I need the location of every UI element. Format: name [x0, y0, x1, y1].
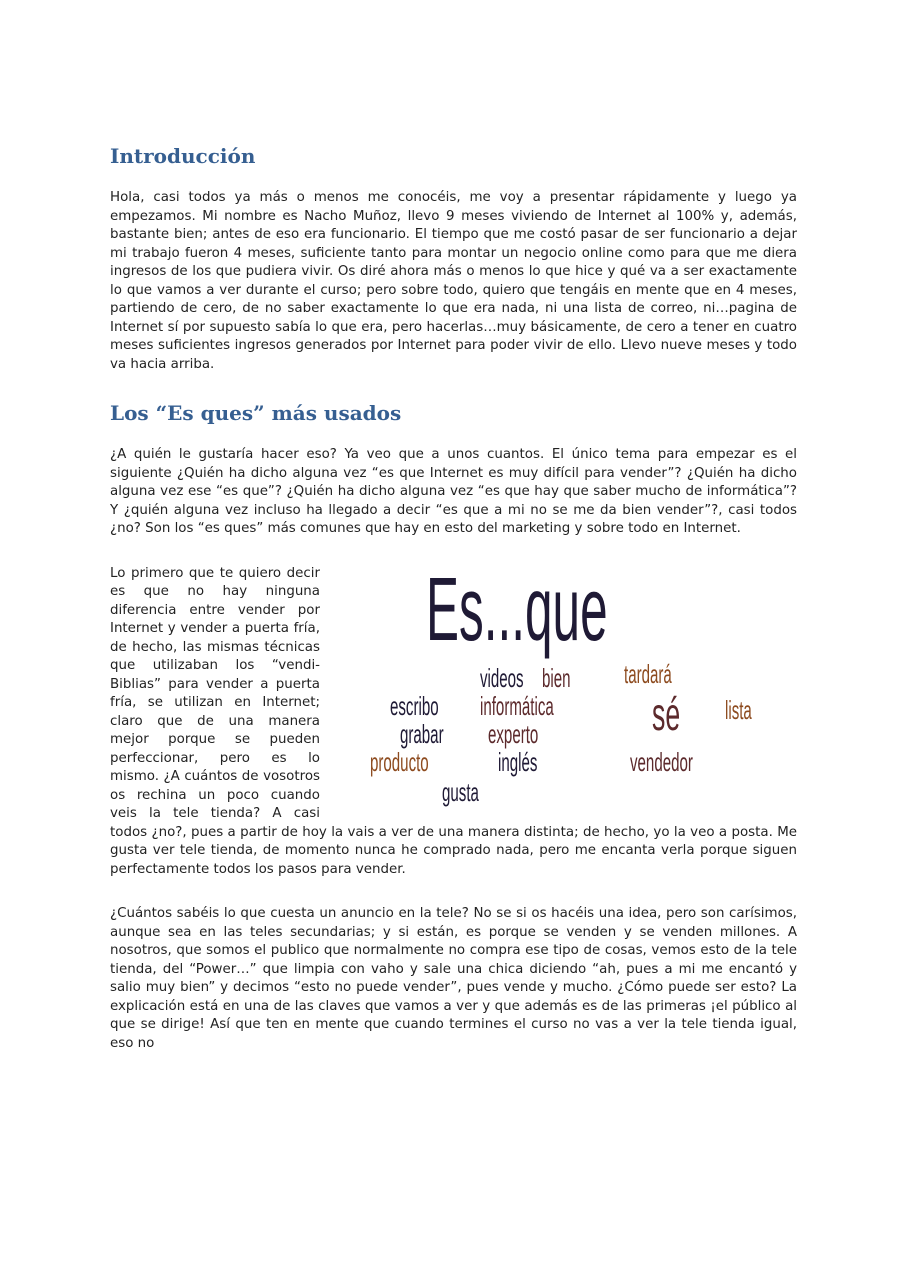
paragraph-float-text: Lo primero que te quiero decir es que no hay ninguna diferencia entre vender por Internet y vender a puerta fría, de hecho, las mismas técnicas que utilizaban los “vendi-Biblias” para vender a puerta fría, se utilizan en Internet; claro que de una manera mejor porque se pueden perfeccionar, pero es lo mismo. ¿A cuántos de vosotros os rechina un poco cuando veis la tele tienda? A casi todos ¿no?, pues a partir de hoy la vais a ver de una manera distinta; de hecho, yo la veo a posta. Me gusta ver tele tienda, de momento nunca he comprado nada, pero me encanta verla porque siguen perfectamente todos los pasos para vender. [110, 565, 797, 877]
cloud-word: vendedor [630, 746, 693, 777]
cloud-word: inglés [498, 746, 538, 777]
cloud-word: gusta [442, 776, 479, 807]
cloud-word: lista [725, 694, 752, 725]
float-section [110, 565, 797, 880]
document-page [110, 0, 797, 1053]
cloud-title: Es...que [426, 564, 608, 660]
paragraph-es-ques: ¿A quién le gustaría hacer eso? Ya veo que a unos cuantos. El único tema para empezar es el siguiente ¿Quién ha dicho alguna vez “es que Internet es muy difícil para vender”? ¿Quién ha dicho alguna vez ese “es que”? ¿Quién ha dicho alguna vez “es que hay que saber mucho de informática”? Y ¿quién alguna vez incluso ha llegado a decir “es que a mi no se me da bien vender”?, casi todos ¿no? Son los “es ques” más comunes que hay en esto del marketing y sobre todo en Internet. [110, 447, 797, 536]
cloud-word: videos [480, 662, 524, 693]
cloud-word: informática [480, 690, 554, 721]
cloud-word: experto [488, 718, 539, 749]
paragraph-tele-tienda: ¿Cuántos sabéis lo que cuesta un anuncio en la tele? No se si os hacéis una idea, pero son carísimos, aunque sea en las teles secundarias; y si están, es porque se venden y se venden millones. A nosotros, que somos el publico que normalmente no compra ese tipo de cosas, vemos esto de la tele tienda, del “Power…” que limpia con vaho y sale una chica diciendo “ah, pues a mi me encantó y salio muy bien” y decimos “esto no puede vender”, pues vende y mucho. ¿Cómo puede ser esto? La explicación está en una de las claves que vamos a ver y que además es de las primeras ¡el público al que se dirige! Así que ten en mente que cuando termines el curso no vas a ver la tele tienda igual, eso no [110, 906, 797, 1051]
cloud-word: producto [370, 746, 429, 777]
paragraph-intro: Hola, casi todos ya más o menos me conocéis, me voy a presentar rápidamente y luego ya empezamos. Mi nombre es Nacho Muñoz, llevo 9 meses viviendo de Internet al 100% y, además, bastante bien; antes de eso era funcionario. El tiempo que me costó pasar de ser funcionario a dejar mi trabajo fueron 4 meses, suficiente tanto para montar un negocio online como para que me diera ingresos de los que pudiera vivir. Os diré ahora más o menos lo que hice y qué va a ser exactamente lo que vamos a ver durante el curso; pero sobre todo, quiero que tengáis en mente que en 4 meses, partiendo de cero, de no saber exactamente lo que era nada, ni una lista de correo, ni…pagina de Internet sí por supuesto sabía lo que era, pero hacerlas…muy básicamente, de cero a tener en cuatro meses suficientes ingresos generados por Internet para poder vivir de ello. Llevo nueve meses y todo va hacia arriba. [110, 190, 797, 372]
word-cloud-image [330, 565, 797, 815]
cloud-word: grabar [400, 718, 444, 749]
cloud-word: sé [652, 687, 681, 740]
cloud-word: bien [542, 662, 571, 693]
heading-es-ques: Los “Es ques” más usados [110, 401, 402, 425]
heading-introduccion: Introducción [110, 144, 256, 168]
cloud-word: escribo [390, 690, 439, 721]
cloud-word: tardará [624, 658, 672, 689]
